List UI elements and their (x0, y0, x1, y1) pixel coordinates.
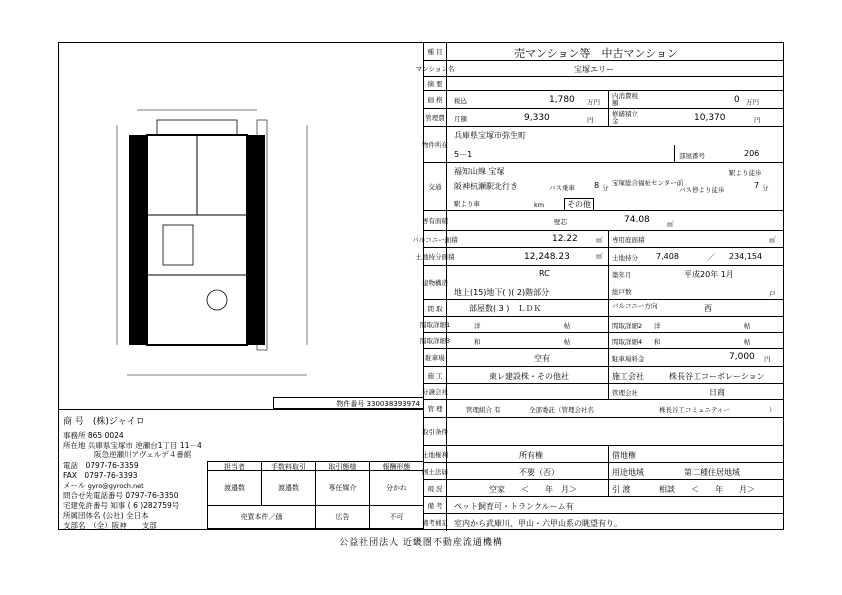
detail4-a: 和 (654, 338, 661, 346)
land-label: 土地持分面積 (424, 248, 447, 265)
name-label: 商 号 (63, 417, 84, 427)
seller-value: 東レ建設株・その他社 (489, 372, 569, 381)
company-name: (株)ジャイロ (92, 417, 145, 427)
notes-value: ペット飼育可・トランクルーム有 (454, 502, 574, 511)
agency-h1: 担当者 (207, 461, 262, 471)
ratio-slash: ／ (707, 253, 715, 262)
ratio-den: 234,154 (729, 252, 763, 261)
room-number: 206 (744, 149, 760, 158)
traffic-label: 交通 (424, 163, 447, 210)
seller-label: 施 工 (424, 367, 447, 383)
location-addr1: 兵庫県宝塚市弥生町 (454, 131, 526, 140)
km-label: 駅より車 (454, 200, 480, 208)
page-title: 売マンション等 中古マンション (514, 47, 679, 60)
area-label: 専有面積 (424, 211, 447, 230)
law-value: 不要（否） (519, 468, 559, 477)
row-detail-1 (419, 317, 783, 333)
row-rights (424, 446, 783, 463)
property-ref: 物件番号 330038393974 (273, 397, 423, 409)
room-label: 部屋番号 (679, 152, 705, 160)
bus-dest: 阪神杭瀬駅北行き (454, 182, 518, 191)
tel-label: 電話 (63, 461, 78, 470)
tax-label: 内消費税額 (612, 92, 638, 107)
status-value: 空家 ＜ 年 月＞ (489, 485, 577, 494)
mgmt-type: 全部委託（管理会社名 (529, 406, 594, 414)
company-addr2: 阪急逆瀬川アヴェルデ４番館 (94, 450, 192, 459)
row-name (415, 61, 783, 77)
row-layout (424, 300, 783, 317)
company-licence: 宅建免許番号 知事 ( 6 )282759号 (63, 501, 180, 510)
company-lic: 事務所 865 0024 (63, 431, 124, 440)
location-label: 物件所在 (424, 127, 447, 162)
row-parking (424, 349, 783, 367)
title-label: 種 目 (424, 43, 447, 60)
agency-v4: 分かれ (369, 470, 424, 506)
company-tel: 0797-76-3359 (85, 461, 139, 470)
sale-label: 分譲会社 (424, 384, 447, 399)
row-detail-2 (419, 333, 783, 349)
row-status (424, 480, 783, 497)
station-walk: 駅より徒歩 (729, 169, 762, 177)
mgmt-form: 管理組合 有 (466, 406, 501, 414)
row-structure (424, 266, 783, 300)
equipment-value: 室内から武庫川、甲山・六甲山系の眺望有り。 (454, 519, 622, 528)
mgmt-close: ） (769, 406, 776, 414)
builder-label: 施工会社 (612, 372, 644, 381)
agency-v1: 渡邉数 (207, 470, 262, 506)
lease-label: 借地権 (612, 451, 636, 460)
layout-text: 部屋数( 3 ) ＬＤＫ (469, 304, 542, 313)
company-contact: 問合せ先電話番号 0797-76-3350 (63, 491, 179, 500)
company-assoc: 所属団体名 (公社) 全日本 (63, 511, 149, 520)
builder: 株長谷工コーポレーション (669, 372, 765, 381)
structure-label: 建物構造 (424, 266, 447, 299)
memo-label: 摘 要 (424, 77, 447, 90)
row-balcony (412, 231, 783, 248)
units-label: 総戸数 (612, 288, 632, 296)
price-value: 1,780 (549, 95, 575, 105)
price-unit: 万円 (587, 98, 600, 106)
flyer-frame (58, 42, 784, 530)
detail2-b: 帖 (744, 322, 751, 330)
company-addr: 兵庫県宝塚市 逆瀬台1丁目 11－4 (87, 441, 202, 450)
left-panel (59, 43, 424, 529)
traffic-other: その他 (564, 198, 594, 211)
bus-walk-label: バス停より徒歩 (679, 186, 725, 194)
tax-unit: 万円 (746, 98, 759, 106)
detail3-b: 帖 (564, 338, 571, 346)
row-equipment (424, 514, 783, 531)
law-label: 国土法届 (424, 463, 447, 479)
mgmt-company-label: 管理会社 (612, 389, 638, 397)
row-management (424, 400, 783, 418)
company-fax: 0797-76-3393 (84, 471, 138, 480)
deliver: 相談 ＜ 年 月＞ (659, 485, 755, 494)
area-unit: ㎡ (667, 220, 674, 228)
mgmt-company-name: 株長谷工コミュニティー (659, 406, 730, 414)
agency-h3: 取引態様 (315, 461, 370, 471)
land-value: 12,248.23 (524, 252, 570, 262)
detail3-label: 間取詳細3 (424, 333, 447, 348)
bus-ride: 8 (594, 181, 600, 190)
repair-label: 修繕積立金 (612, 110, 638, 125)
company-mail[interactable]: gyro@gyroch.net (87, 482, 144, 490)
conditions-label: 取引条件 (424, 418, 447, 445)
parking-unit: 円 (764, 355, 771, 363)
mgmt-company: 日商 (709, 388, 725, 397)
row-price (424, 91, 783, 109)
row-conditions (424, 418, 783, 446)
built-date: 平成20年 1月 (684, 270, 734, 279)
balcony-value: 12.22 (552, 234, 578, 244)
mansion-name: 宝塚エリー (574, 65, 614, 74)
parking-label: 駐車場 (424, 349, 447, 366)
ratio-num: 7,408 (656, 252, 679, 261)
row-land (415, 248, 783, 266)
parking-state: 空有 (534, 354, 550, 363)
footer-org: 公益社団法人 近畿圏不動産流通機構 (339, 538, 503, 548)
tax-value: 0 (734, 95, 740, 105)
agency-h6: 広告 (315, 505, 370, 529)
mail-label: メール (63, 481, 86, 490)
walk-unit: 分 (762, 184, 769, 192)
name-row-label: マンション名 (424, 61, 447, 76)
balcony-label: バルコニー面積 (424, 231, 447, 247)
row-memo (424, 77, 783, 91)
floors: 地上(15)地下( )( 2)階部分 (454, 288, 550, 297)
row-sale (424, 384, 783, 400)
direction: 西 (704, 304, 712, 313)
private-garden-label: 専用庭面積 (612, 236, 645, 244)
row-law (424, 463, 783, 480)
price-label: 価 格 (424, 91, 447, 108)
detail2-a: 洋 (654, 322, 661, 330)
layout-label: 間 取 (424, 300, 447, 316)
addr-label: 所在地 (63, 441, 86, 450)
traffic-line: 福知山線 宝塚 (454, 167, 505, 176)
units-unit: 戸 (769, 290, 776, 298)
bus-ride-label: バス乗車 (549, 184, 575, 192)
row-area (424, 211, 783, 231)
parking-fee-label: 駐車場料金 (612, 355, 645, 363)
land-unit: ㎡ (596, 252, 603, 260)
management-label: 管 理 (424, 400, 447, 417)
fax-label: FAX (63, 471, 77, 480)
repair-fee: 10,370 (694, 113, 726, 123)
mgmt-fee: 9,330 (524, 113, 550, 123)
structure-kind: RC (539, 269, 550, 278)
row-fees (424, 109, 783, 127)
agency-v2: 渡邉数 (261, 470, 316, 506)
row-seller (424, 367, 783, 384)
parking-fee: 7,000 (729, 352, 755, 362)
direction-label: バルコニー方向 (612, 302, 658, 310)
detail3-a: 和 (474, 338, 481, 346)
detail4-label: 間取詳細4 (612, 338, 643, 346)
balcony-unit: ㎡ (596, 236, 603, 244)
price-kind: 税込 (454, 97, 467, 105)
area-kind: 壁芯 (554, 218, 567, 226)
bus-min: 分 (602, 184, 609, 192)
row-title (424, 43, 783, 61)
ratio-label: 土地持分 (612, 254, 638, 262)
repair-unit: 円 (754, 116, 761, 124)
notes-label: 備 考 (424, 497, 447, 513)
fees-period: 月額 (454, 115, 467, 123)
agency-h4: 報酬形態 (369, 461, 424, 471)
agency-v3: 専任媒介 (315, 470, 370, 506)
fees-label: 管理費 (424, 109, 447, 126)
floor-plan (67, 55, 415, 400)
area-value: 74.08 (624, 215, 650, 225)
right-panel (412, 43, 783, 529)
agency-h5: 売買本件／価 (207, 505, 316, 529)
zone-label: 用途地域 (612, 468, 644, 477)
bus-stop: 宝塚総合福祉センター前 (612, 179, 684, 187)
agency-table (207, 461, 424, 531)
agency-h2: 手数料取引 (261, 461, 316, 471)
row-notes (424, 497, 783, 514)
equipment-label: 備考補足 (424, 514, 447, 531)
detail1-b: 帖 (564, 322, 571, 330)
detail1-label: 間取詳細1 (424, 317, 447, 332)
location-addr2: 5－1 (454, 150, 473, 159)
rights-value: 所有権 (519, 451, 543, 460)
private-garden-unit: ㎡ (769, 236, 776, 244)
deliver-label: 引 渡 (612, 485, 631, 494)
row-traffic (424, 163, 783, 211)
detail2-label: 間取詳細2 (612, 322, 643, 330)
detail4-b: 帖 (744, 338, 751, 346)
status-label: 現 況 (424, 480, 447, 496)
zone: 第二種住居地域 (684, 468, 740, 477)
company-branch: 支部名 （全）阪神 支部 (63, 521, 157, 530)
km-unit: km (534, 201, 545, 209)
rights-label: 土地権利 (424, 446, 447, 462)
built-label: 築年月 (612, 271, 632, 279)
bus-walk: 7 (754, 181, 760, 190)
agency-v6: 不可 (369, 505, 424, 529)
mgmt-unit: 円 (587, 116, 594, 124)
row-location (424, 127, 783, 163)
detail1-a: 洋 (474, 322, 481, 330)
